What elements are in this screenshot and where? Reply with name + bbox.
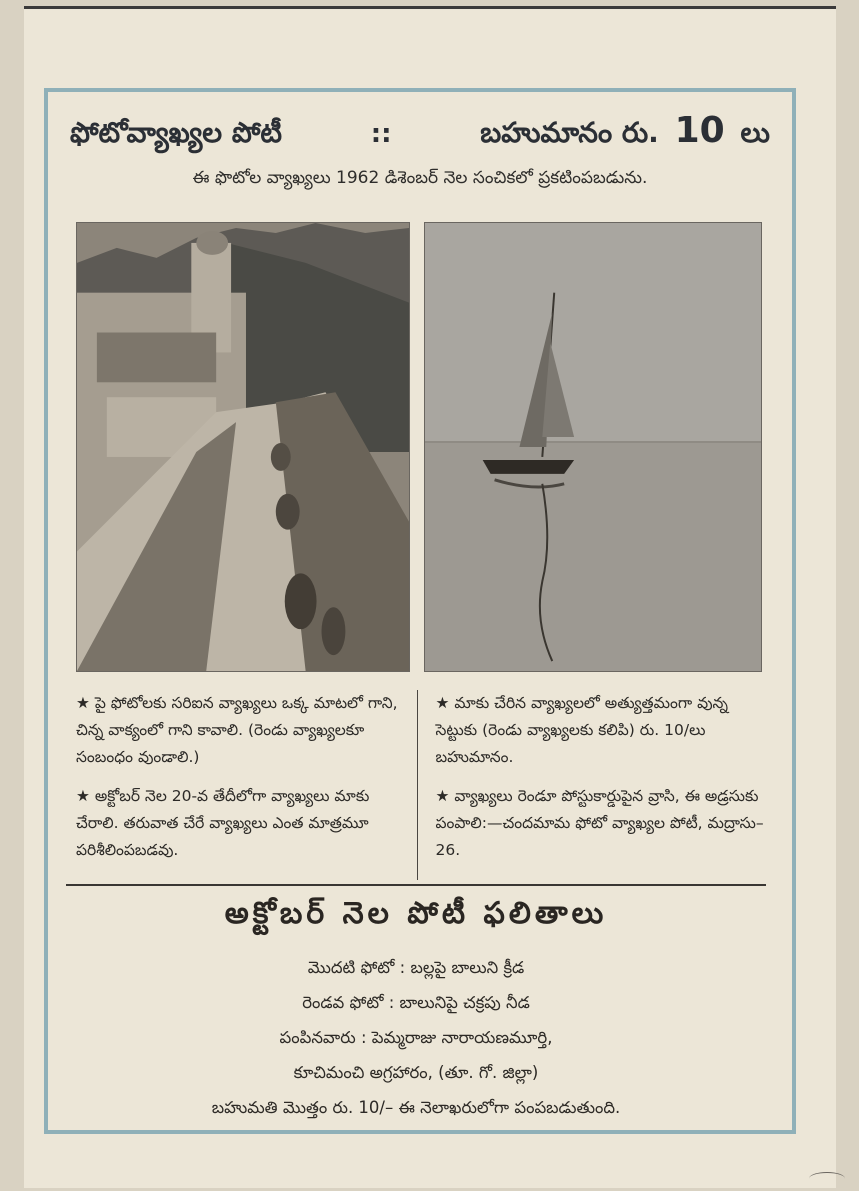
contest-title: ఫోటోవ్యాఖ్యల పోటీ bbox=[70, 116, 283, 149]
contest-header bbox=[70, 110, 770, 150]
result-line: బహుమతి మొత్తం రు. 10/– ఈ నెలాఖరులోగా పంపబడుతుంది. bbox=[211, 1098, 621, 1117]
header-separator: :: bbox=[370, 119, 392, 149]
section-divider bbox=[66, 884, 766, 886]
rule-item: ★ వ్యాఖ్యలు రెండూ పోస్టుకార్డుపైన వ్రాసి, ఈ అడ్రసుకు పంపాలి:—చందమామ ఫోటో వ్యాఖ్యల పోటీ, మద్రాసు–26. bbox=[435, 787, 764, 859]
result-line: రెండవ ఫోటో : బాలునిపై చక్రపు నీడ bbox=[302, 993, 530, 1012]
rules-column-right bbox=[418, 690, 767, 880]
result-line: కూచిమంచి అగ్రహారం, (తూ. గో. జిల్లా) bbox=[293, 1063, 539, 1082]
prize-info: బహుమానం రు. 10 లు bbox=[480, 110, 770, 151]
contest-rules bbox=[76, 690, 766, 880]
rule-item: ★ పై ఫోటోలకు సరిఐన వ్యాఖ్యలు ఒక్క మాటలో గాని, చిన్న వాక్యంలో గాని కావాలి. (రెండు వ్యాఖ్యలకూ సంబంధం వుండాలి.) bbox=[76, 694, 398, 766]
results-section bbox=[66, 896, 766, 1125]
photo-fort-elephants bbox=[76, 222, 410, 672]
page-mark bbox=[809, 1172, 845, 1185]
result-line: పంపినవారు : పెమ్మరాజు నారాయణమూర్తి, bbox=[279, 1028, 553, 1047]
photo-sailboat bbox=[424, 222, 762, 672]
announcement-note: ఈ ఫొటోల వ్యాఖ్యలు 1962 డిశెంబర్ నెల సంచికలో ప్రకటింపబడును. bbox=[192, 168, 648, 188]
rule-item: ★ మాకు చేరిన వ్యాఖ్యలలో అత్యుత్తమంగా వున్న సెట్టుకు (రెండు వ్యాఖ్యలకు కలిపి) రు. 10/లు బహుమానం. bbox=[435, 694, 729, 766]
rules-column-left bbox=[76, 690, 418, 880]
page-top-edge bbox=[24, 6, 836, 9]
results-title: అక్టోబర్ నెల పోటీ ఫలితాలు bbox=[224, 896, 608, 931]
prize-amount: 10 bbox=[674, 110, 725, 151]
rule-item: ★ అక్టోబర్ నెల 20-వ తేదీలోగా వ్యాఖ్యలు మాకు చేరాలి. తరువాత చేరే వ్యాఖ్యలు ఎంత మాత్రమూ పరిశీలింపబడవు. bbox=[76, 787, 370, 859]
result-line: మొదటి ఫోటో : బల్లపై బాలుని క్రీడ bbox=[307, 958, 525, 977]
